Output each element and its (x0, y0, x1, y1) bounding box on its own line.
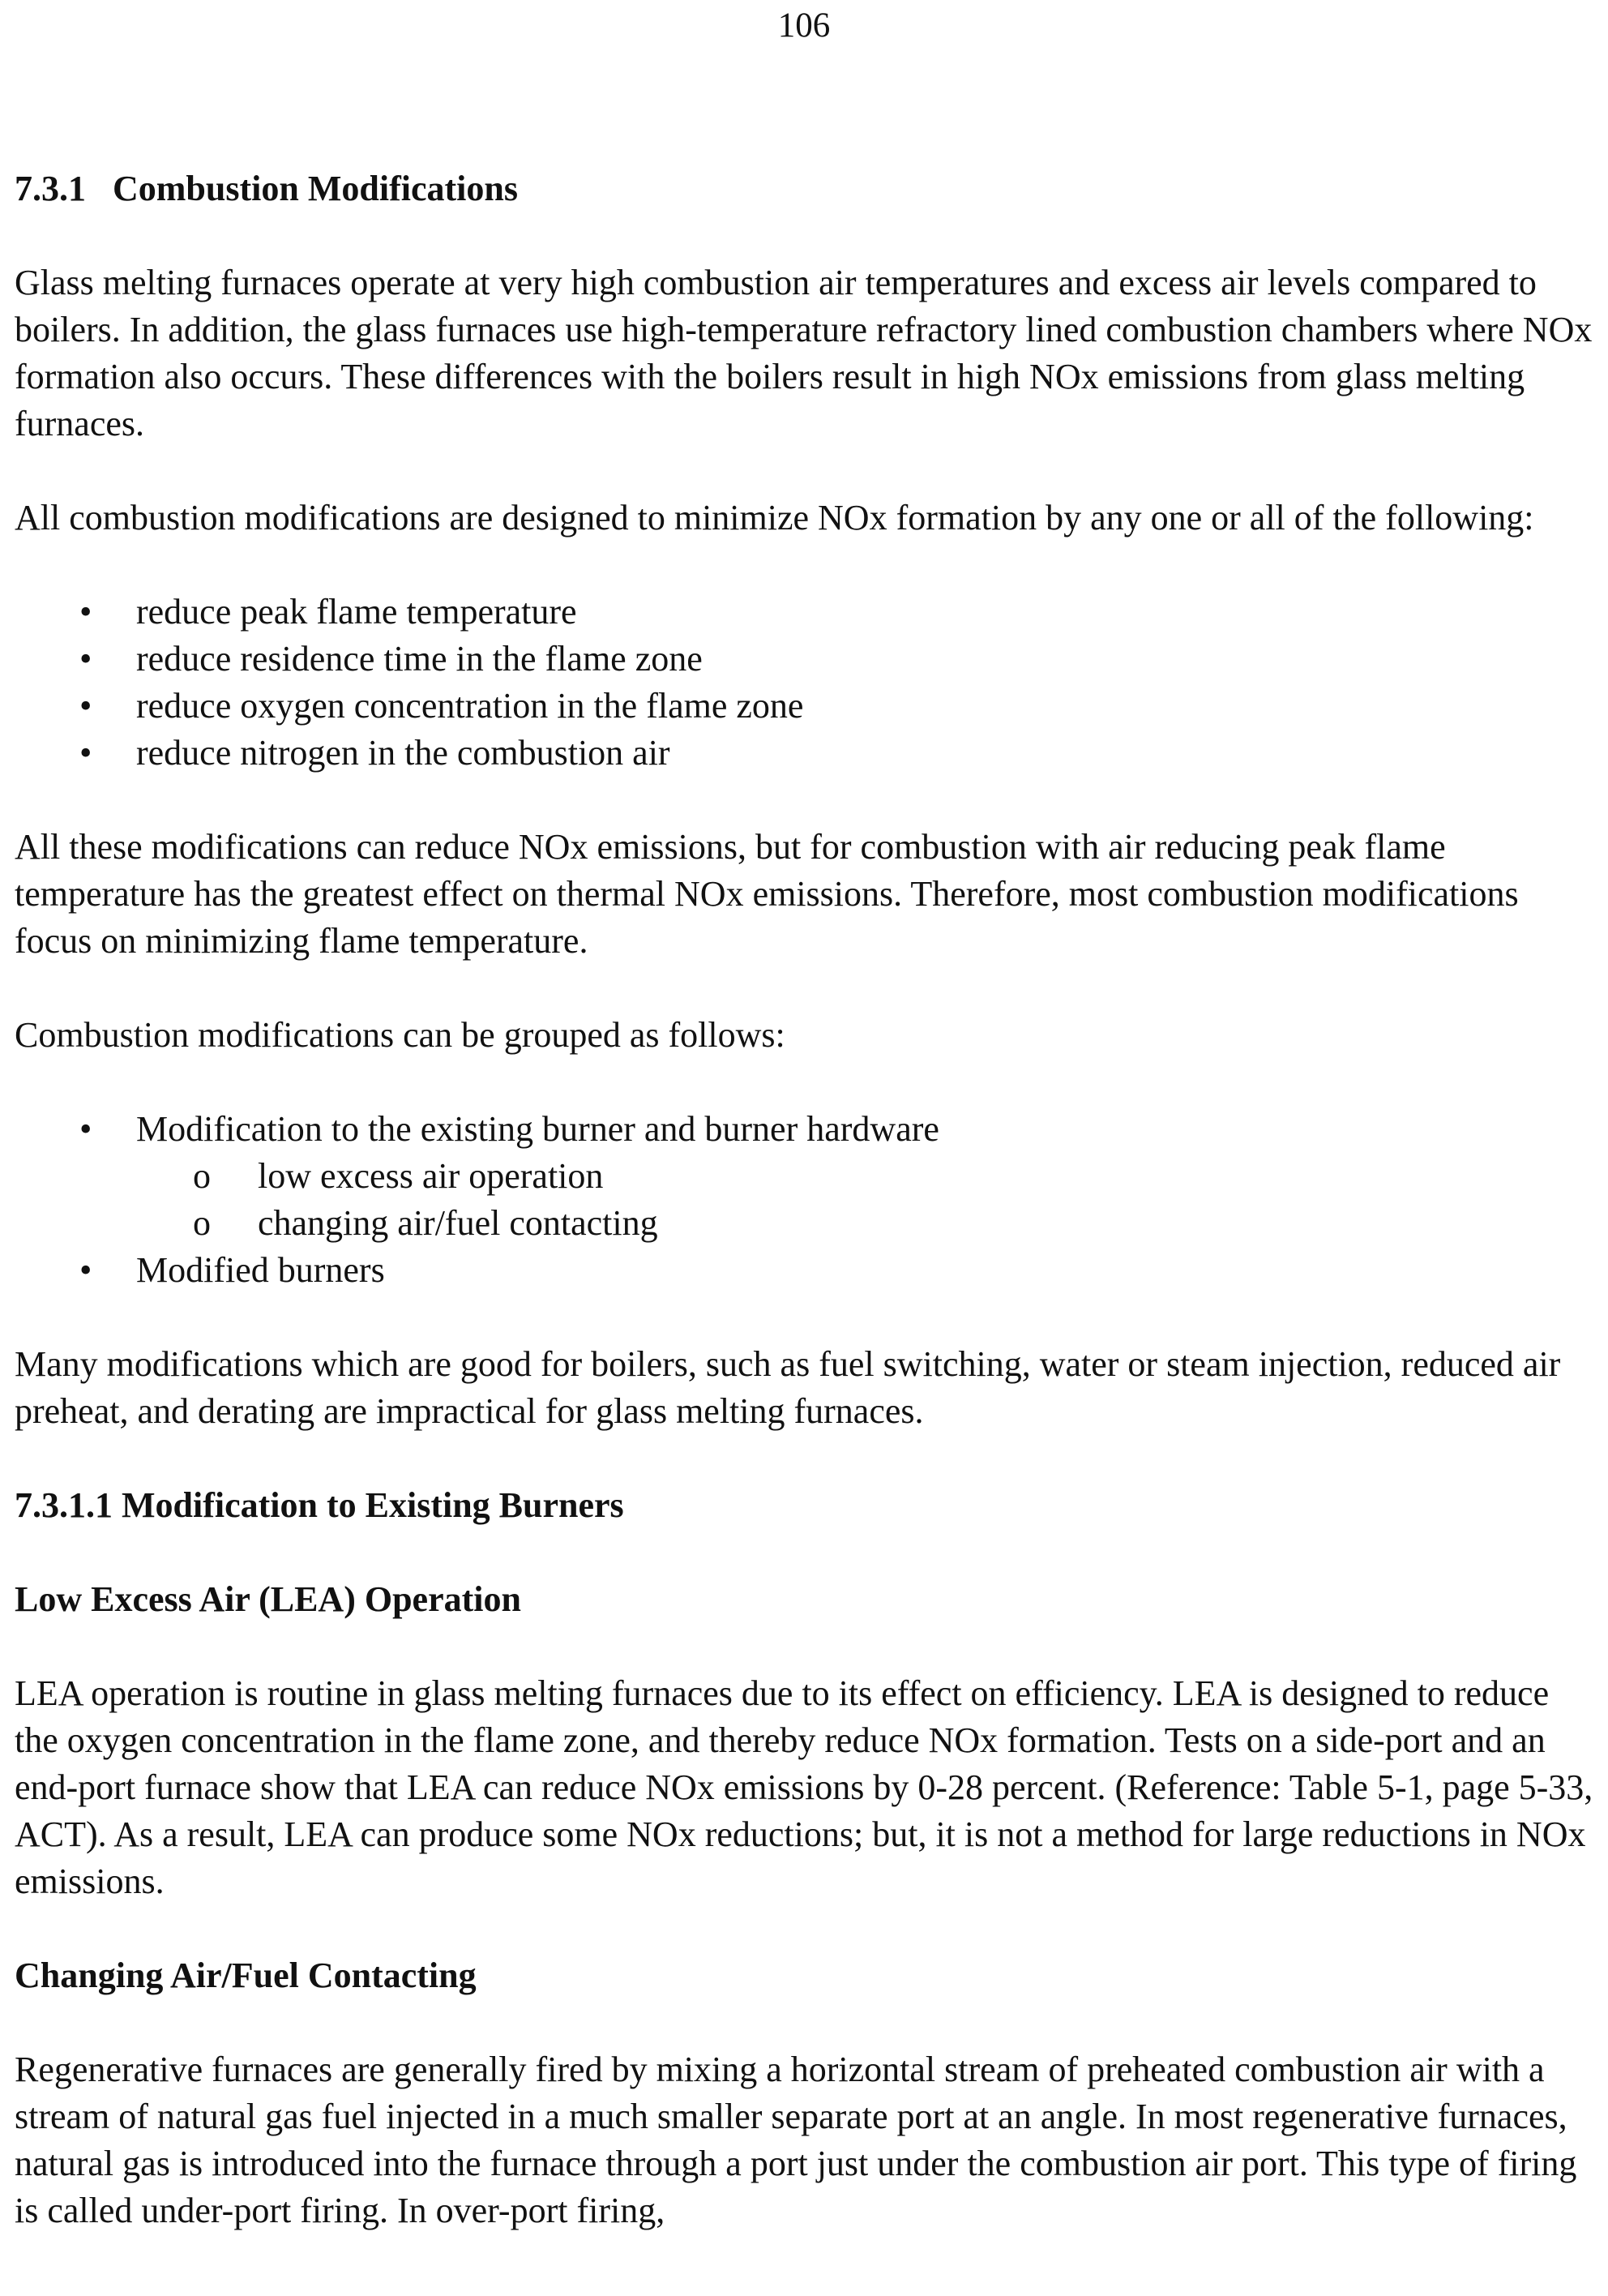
list-item (15, 683, 1595, 730)
bullet-icon: • (79, 1109, 92, 1149)
paragraph-modifications-intro: All combustion modifications are designed to minimize NOx formation by any one or all of the following: (15, 498, 1534, 538)
subsection-heading-lea: Low Excess Air (LEA) Operation (15, 1579, 521, 1619)
list-item (15, 636, 1595, 683)
paragraph-impractical-modifications: Many modifications which are good for boilers, such as fuel switching, water or steam injection, reduced air preheat, and derating are impractical for glass melting furnaces. (15, 1344, 1561, 1431)
sub-list-item (15, 1153, 1595, 1200)
list-item-text: reduce oxygen concentration in the flame zone (136, 686, 804, 726)
subsection-heading-air-fuel: Changing Air/Fuel Contacting (15, 1955, 477, 1995)
list-item-text: Modified burners (136, 1250, 385, 1290)
sub-list (15, 1153, 1595, 1247)
modification-groups-list (15, 1106, 1595, 1294)
list-item (15, 1106, 1595, 1247)
paragraph-grouping-intro: Combustion modifications can be grouped as follows: (15, 1015, 785, 1055)
section-heading-7-3-1-1: 7.3.1.1 Modification to Existing Burners (15, 1485, 624, 1525)
paragraph-regenerative-furnaces: Regenerative furnaces are generally fired by mixing a horizontal stream of preheated combustion air with a stream of natural gas fuel injected in a much smaller separate port at an angle. In most regenerative furnaces, natural gas is introduced into the furnace through a port just under the combustion air port. This type of firing is called under-port firing. In over-port firing, (15, 2050, 1577, 2230)
list-item-text: reduce peak flame temperature (136, 592, 577, 632)
document-body (15, 165, 1595, 2281)
list-item-text: Modification to the existing burner and burner hardware (136, 1109, 939, 1149)
bullet-icon: • (79, 733, 92, 773)
section-heading-7-3-1: 7.3.1 Combustion Modifications (15, 169, 518, 208)
sub-bullet-icon: o (193, 1203, 211, 1243)
list-item (15, 589, 1595, 636)
list-item (15, 1247, 1595, 1294)
bullet-icon: • (79, 639, 92, 679)
list-item-text: reduce residence time in the flame zone (136, 639, 703, 679)
sub-list-item-text: low excess air operation (258, 1156, 604, 1196)
paragraph-lea-operation: LEA operation is routine in glass melting furnaces due to its effect on efficiency. LEA is designed to reduce the oxygen concentration in the flame zone, and thereby reduce NOx formation. Tests on a side-port and an end-port furnace show that LEA can reduce NOx emissions by 0-28 percent. (Reference: Table 5-1, page 5-33, ACT). As a result, LEA can produce some NOx reductions; but, it is not a method for large reductions in NOx emissions. (15, 1673, 1593, 1901)
bullet-icon: • (79, 1250, 92, 1290)
sub-list-item-text: changing air/fuel contacting (258, 1203, 658, 1243)
paragraph-furnace-comparison: Glass melting furnaces operate at very high combustion air temperatures and excess air levels compared to boilers. In addition, the glass furnaces use high-temperature refractory lined combustion chambers where NOx formation also occurs. These differences with the boilers result in high NOx emissions from glass melting furnaces. (15, 263, 1593, 443)
page-number: 106 (777, 6, 831, 45)
sub-bullet-icon: o (193, 1156, 211, 1196)
bullet-icon: • (79, 592, 92, 632)
paragraph-flame-temperature: All these modifications can reduce NOx emissions, but for combustion with air reducing peak flame temperature has the greatest effect on thermal NOx emissions. Therefore, most combustion modifications focus on minimizing flame temperature. (15, 827, 1519, 961)
list-item (15, 730, 1595, 777)
bullet-icon: • (79, 686, 92, 726)
sub-list-item (15, 1200, 1595, 1247)
list-item-text: reduce nitrogen in the combustion air (136, 733, 670, 773)
nox-reduction-methods-list (15, 589, 1595, 777)
